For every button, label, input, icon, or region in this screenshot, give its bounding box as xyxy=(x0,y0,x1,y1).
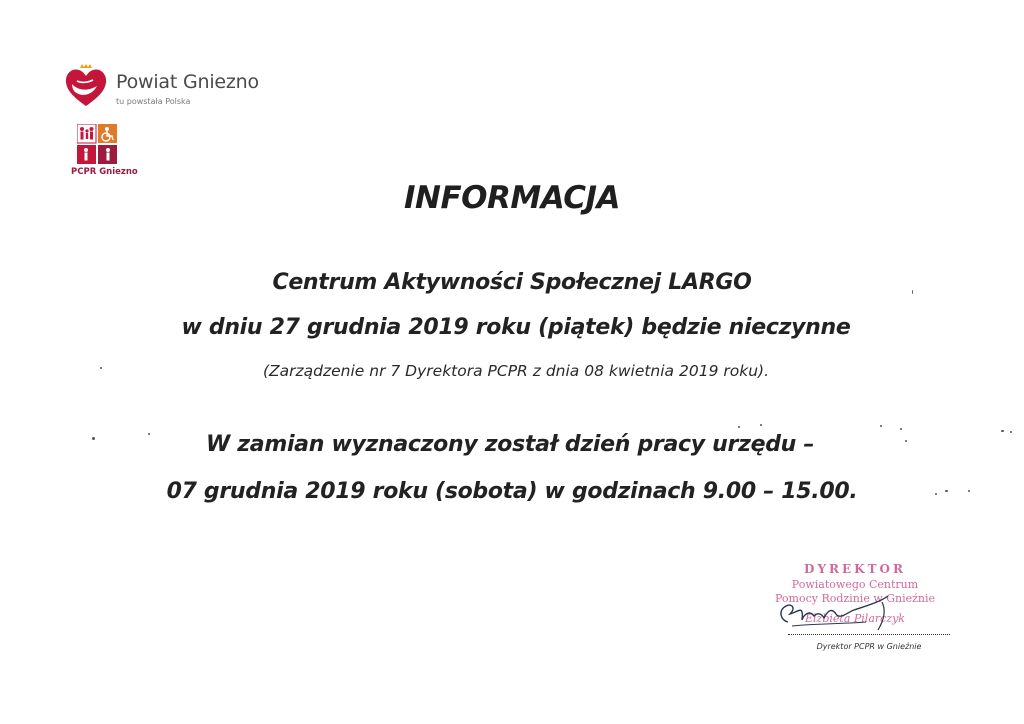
pcpr-label: PCPR Gniezno xyxy=(71,167,138,177)
powiat-logo xyxy=(63,64,283,112)
notice-heading: INFORMACJA xyxy=(403,180,621,216)
pcpr-logo xyxy=(70,124,138,182)
notice-line-3: (Zarządzenie nr 7 Dyrektora PCPR z dnia 08 kwietnia 2019 roku). xyxy=(263,362,769,380)
family-icon xyxy=(77,124,117,164)
notice-line-4: W zamian wyznaczony został dzień pracy urzędu – xyxy=(205,432,815,457)
stamp-title: DYREKTOR xyxy=(804,562,906,576)
scan-speck xyxy=(92,437,95,440)
signature-icon xyxy=(770,590,910,640)
powiat-name: Powiat Gniezno xyxy=(116,71,259,93)
stamp-caption: Dyrektor PCPR w Gnieźnie xyxy=(816,642,922,651)
scan-speck xyxy=(1001,430,1004,432)
scan-speck xyxy=(935,493,937,495)
scan-speck xyxy=(100,367,102,369)
scan-speck xyxy=(912,290,913,294)
notice-line-2: w dniu 27 grudnia 2019 roku (piątek) będzie nieczynne xyxy=(181,315,851,340)
scan-speck xyxy=(760,424,762,426)
notice-line-1: Centrum Aktywności Społecznej LARGO xyxy=(272,270,752,295)
powiat-tagline: tu powstała Polska xyxy=(116,97,191,106)
scan-speck xyxy=(945,490,948,492)
stamp-name: Elżbieta Pilarczyk xyxy=(805,612,905,625)
scan-speck xyxy=(738,426,740,428)
scan-speck xyxy=(968,490,970,492)
signature-line xyxy=(788,634,950,635)
scan-speck xyxy=(905,440,907,442)
heart-crown-icon xyxy=(63,64,109,110)
stamp-line-2: Pomocy Rodzinie w Gnieźnie xyxy=(774,592,936,605)
scan-speck xyxy=(900,428,902,430)
scan-speck xyxy=(880,425,882,427)
stamp-line-1: Powiatowego Centrum xyxy=(791,578,919,591)
director-stamp xyxy=(740,560,970,660)
scan-speck xyxy=(148,433,150,435)
notice-line-5: 07 grudnia 2019 roku (sobota) w godzinach 9.00 – 15.00. xyxy=(166,479,858,504)
scan-speck xyxy=(1010,431,1012,433)
